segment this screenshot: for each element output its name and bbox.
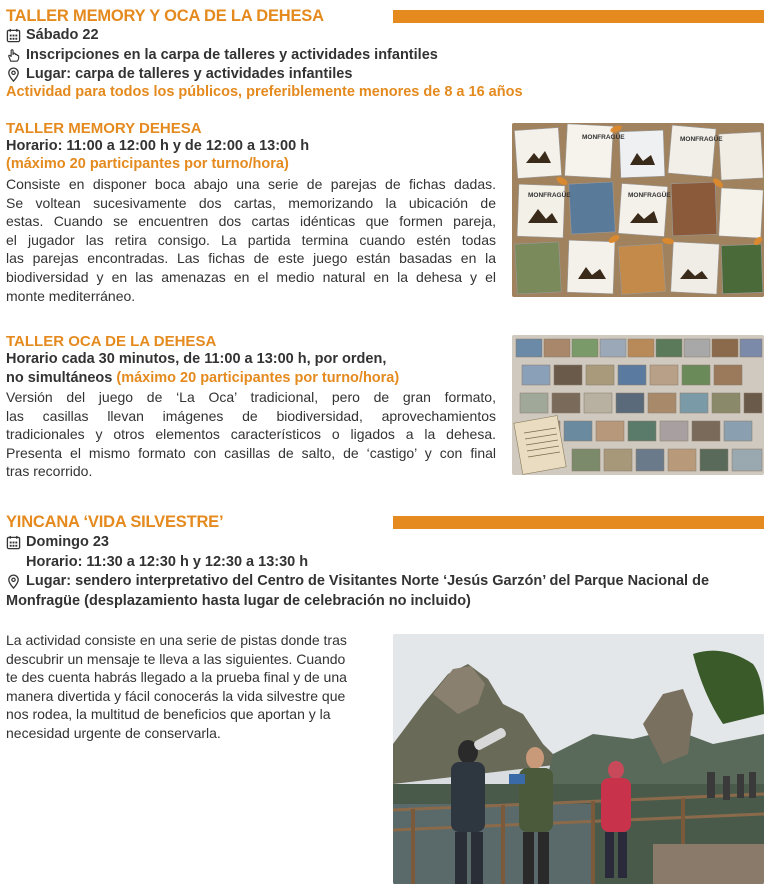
memory-description	[6, 175, 496, 305]
registration-row	[6, 47, 438, 63]
memory-cards-photo	[512, 123, 764, 297]
oca-title: TALLER OCA DE LA DEHESA	[6, 333, 217, 350]
memory-desc-line: Se voltean sucesivamente dos cartas, memorizando la ubicación de	[6, 194, 496, 211]
yincana-location-row	[6, 573, 709, 589]
yincana-schedule: Horario: 11:30 a 12:30 h y 12:30 a 13:30 h	[26, 554, 309, 570]
oca-desc-line: Presenta el mismo formato con casillas de salto, de ‘castigo’ y con final	[6, 444, 496, 461]
yincana-location-line1: Lugar: sendero interpretativo del Centro de Visitantes Norte ‘Jesús Garzón’ del Parque Nacional de	[26, 573, 710, 589]
yincana-description	[6, 631, 386, 743]
memory-desc-line: Consiste en disponer boca abajo una serie de parejas de fichas dadas.	[6, 176, 496, 192]
oca-capacity: (máximo 20 participantes por turno/hora)	[116, 370, 400, 386]
memory-cards-image	[512, 123, 764, 297]
oca-desc-line: tras recorrido.	[6, 463, 93, 480]
yincana-desc-line: descubrir un mensaje te lleva a las siguientes. Cuando	[6, 650, 346, 667]
memory-schedule: Horario: 11:00 a 12:00 h y de 12:00 a 13:00 h	[6, 138, 310, 154]
date-text: Sábado 22	[26, 27, 99, 43]
yincana-date-text: Domingo 23	[26, 534, 109, 550]
location-text: Lugar: carpa de talleres y actividades infantiles	[26, 66, 353, 82]
memory-capacity: (máximo 20 participantes por turno/hora)	[6, 156, 289, 172]
memory-desc-line: las parejas encontradas. Las fichas de este juego están basadas en la	[6, 250, 496, 267]
memory-desc-line: estas. Cuando se encuentren dos cartas idénticas que formen pareja,	[6, 213, 496, 230]
yincana-desc-line: manera divertida y fácil conocerás la vida silvestre que	[6, 687, 346, 704]
date-row	[6, 27, 99, 43]
yincana-location-line2: Monfragüe (desplazamiento hasta lugar de celebración no incluido)	[6, 593, 471, 609]
card-label: MONFRAGÜE	[528, 192, 571, 199]
calendar-icon	[6, 28, 21, 43]
yincana-date-row	[6, 534, 109, 550]
location-row	[6, 66, 352, 82]
oca-schedule: Horario cada 30 minutos, de 11:00 a 13:00 h, por orden,	[6, 351, 387, 367]
section-title-memory-oca: TALLER MEMORY Y OCA DE LA DEHESA	[6, 7, 324, 25]
location-pin-icon	[6, 574, 21, 589]
yincana-desc-line: te des cuenta habrás llegado a la prueba final y de una	[6, 669, 347, 686]
calendar-icon	[6, 535, 21, 550]
yincana-desc-line: nos rodea, la multitud de beneficios que aportan y la	[6, 706, 331, 723]
oca-description	[6, 388, 496, 481]
memory-title: TALLER MEMORY DEHESA	[6, 120, 202, 137]
section-title-yincana: YINCANA ‘VIDA SILVESTRE’	[6, 513, 224, 531]
oca-desc-line: Versión del juego de ‘La Oca’ tradicional, pero de gran formato,	[6, 389, 496, 405]
yincana-landscape-photo	[393, 634, 764, 884]
memory-desc-line: monte mediterráneo.	[6, 287, 136, 304]
section-rule	[393, 516, 764, 529]
oca-desc-line: las casillas llevan imágenes de biodiversidad, aprovechamientos	[6, 407, 496, 424]
memory-desc-line: el jugador las retira consigo. La partida termina cuando estén todas	[6, 231, 496, 248]
yincana-desc-line: necesidad urgente de conservarla.	[6, 724, 221, 741]
oca-desc-line: tradicionales y otros elementos característicos o ligados a la dehesa.	[6, 426, 496, 443]
oca-board-image	[512, 335, 764, 475]
location-pin-icon	[6, 67, 21, 82]
card-label: MONFRAGÜE	[628, 192, 671, 199]
memory-desc-line: biodiversidad y en las amenazas en el medio natural en la dehesa y el	[6, 268, 496, 285]
landscape-with-birdwatchers-image	[393, 634, 764, 884]
yincana-desc-line: La actividad consiste en una serie de pistas donde tras	[6, 632, 347, 648]
oca-schedule-row2	[6, 370, 399, 386]
section-rule	[393, 10, 764, 23]
card-label: MONFRAGÜE	[582, 134, 625, 141]
audience-text: Actividad para todos los públicos, preferiblemente menores de 8 a 16 años	[6, 84, 523, 100]
hand-pointer-icon	[6, 48, 21, 63]
oca-schedule-cont: no simultáneos	[6, 370, 113, 386]
registration-text: Inscripciones en la carpa de talleres y actividades infantiles	[26, 47, 438, 63]
oca-board-photo	[512, 335, 764, 475]
card-label: MONFRAGÜE	[680, 136, 723, 143]
